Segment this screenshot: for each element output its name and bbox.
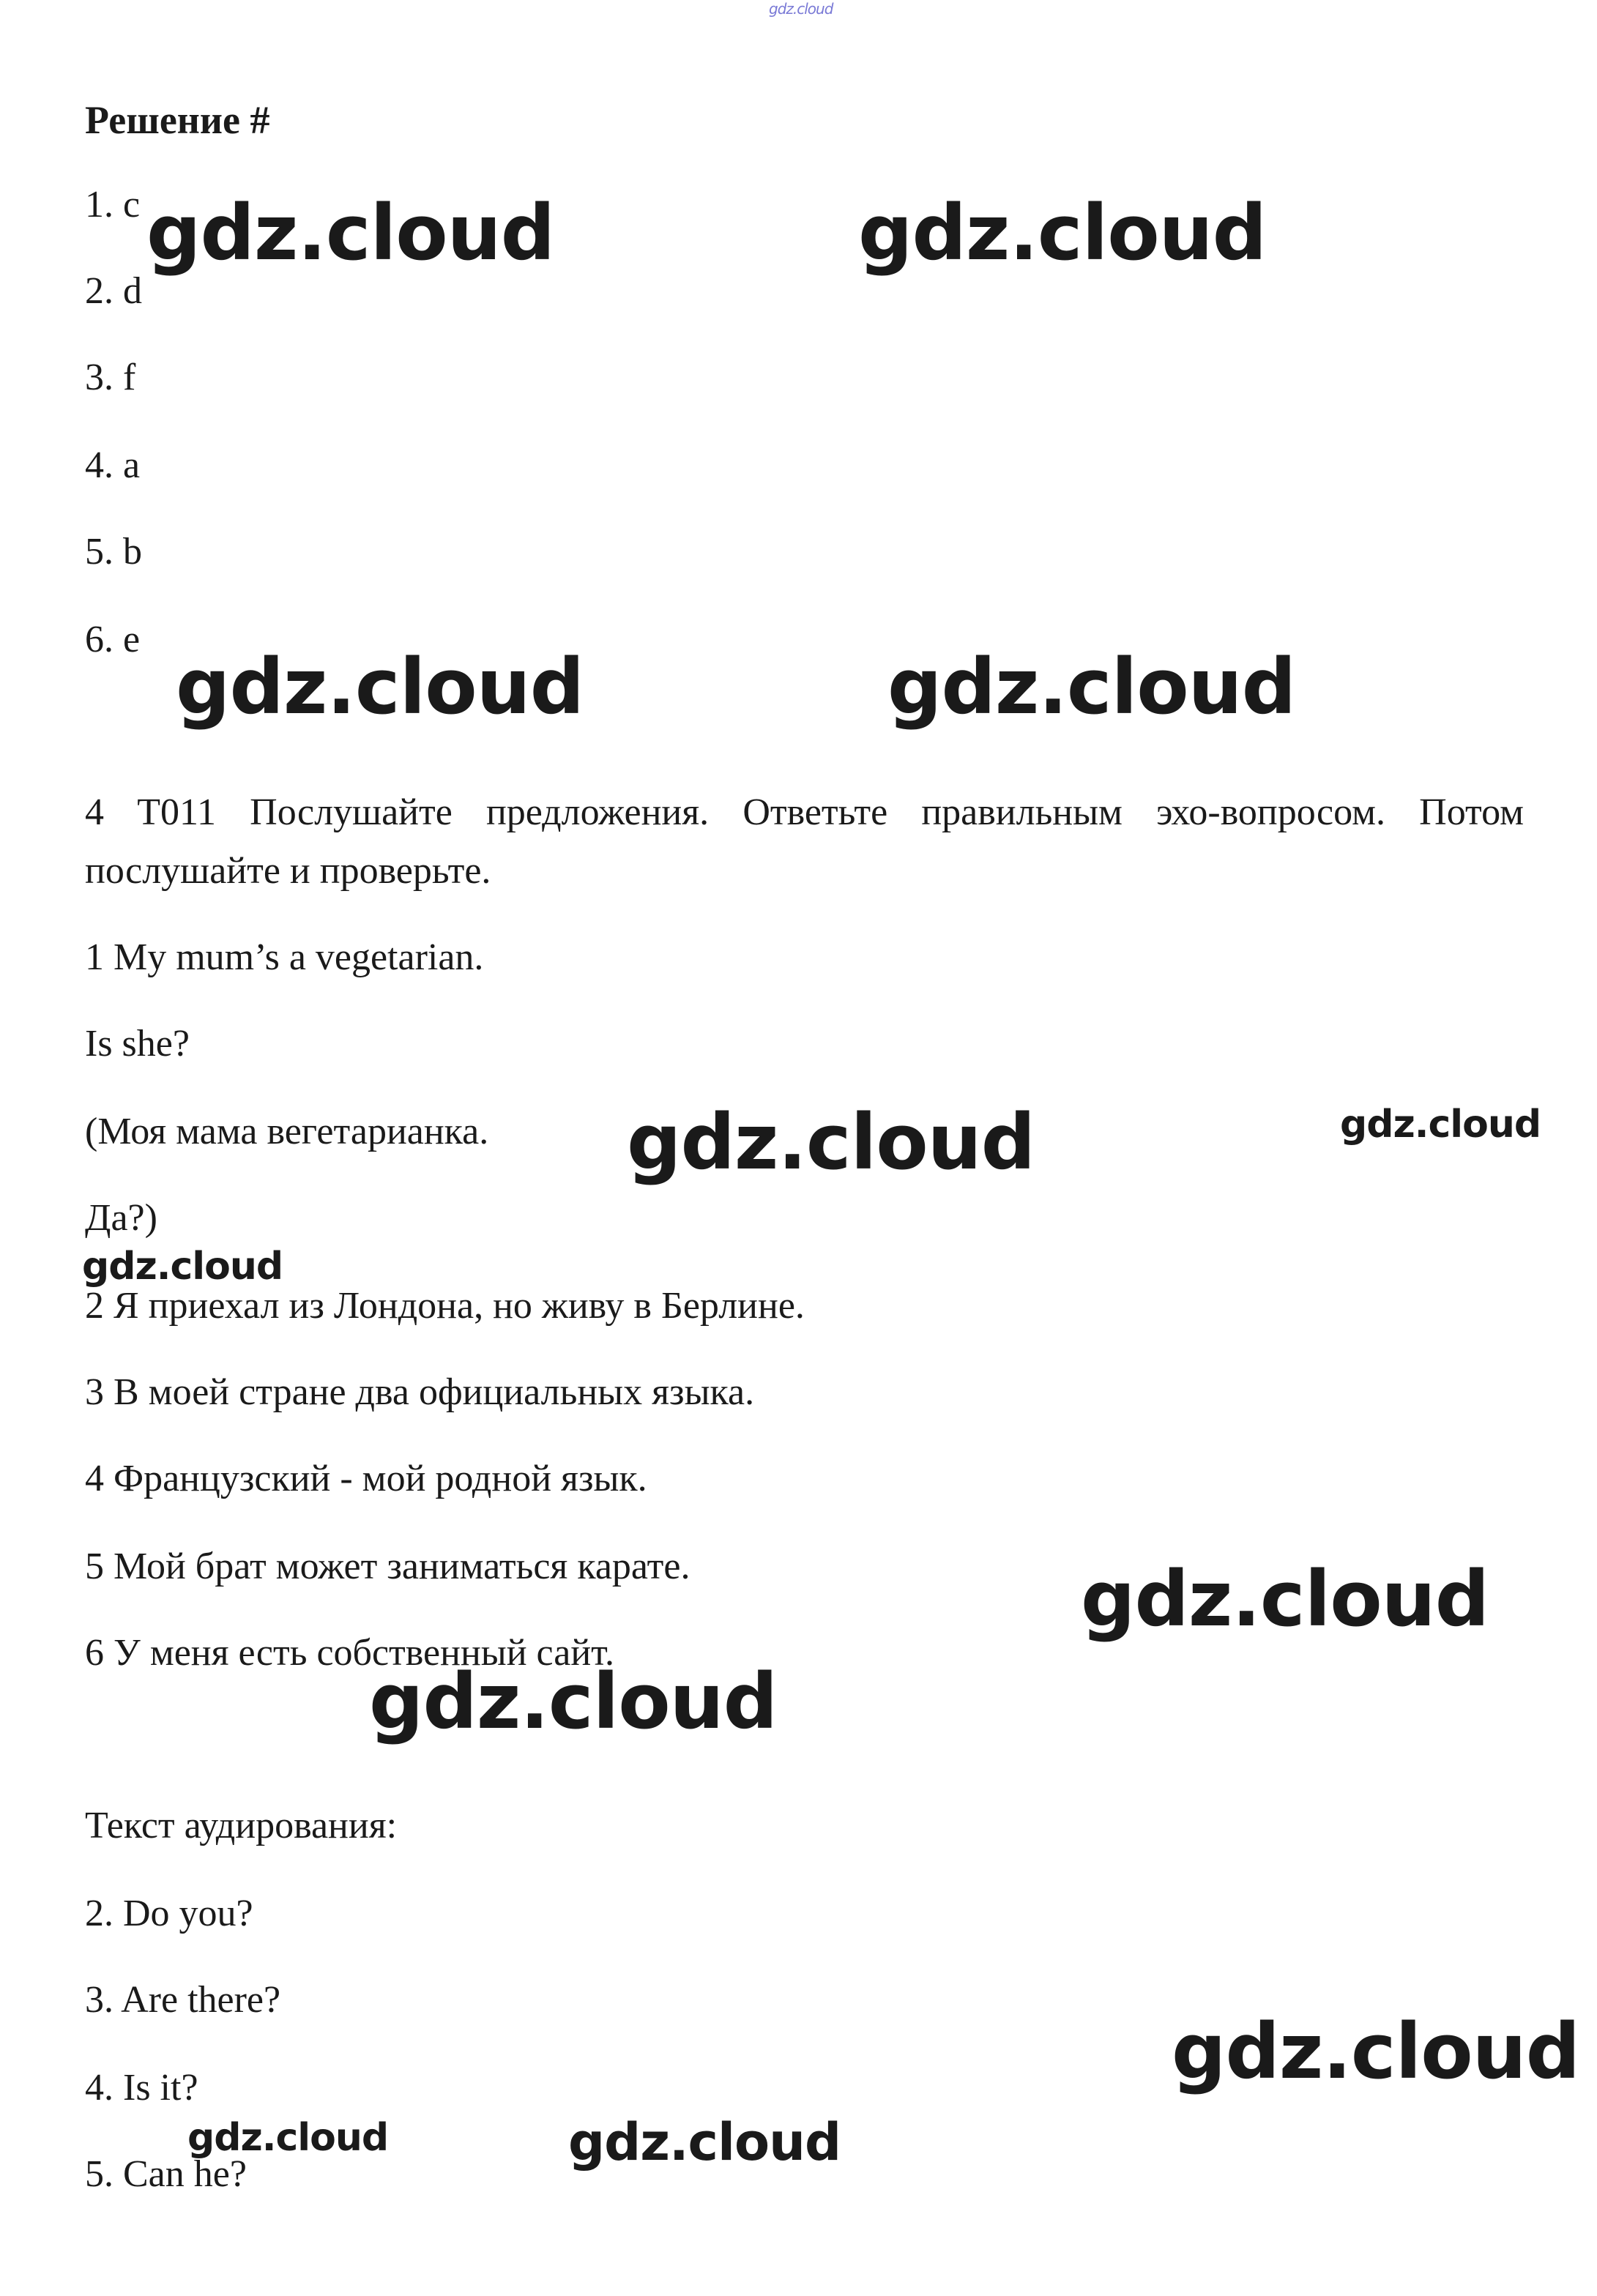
audio-label: Текст аудирования:	[85, 1805, 398, 1846]
task-sentence: 6 У меня есть собственный сайт.	[85, 1632, 614, 1674]
task-sentence: 3 В моей стране два официальных языка.	[85, 1371, 755, 1413]
audio-item: 5. Can he?	[85, 2153, 247, 2195]
task-sentence: 5 Мой брат может заниматься карате.	[85, 1546, 690, 1587]
watermark: gdz.cloud	[146, 188, 555, 277]
task-sentence: 4 Французский - мой родной язык.	[85, 1458, 647, 1499]
task-sentence: Is she?	[85, 1023, 190, 1065]
audio-item: 2. Do you?	[85, 1893, 253, 1934]
task-sentence: 2 Я приехал из Лондона, но живу в Берлине.	[85, 1285, 805, 1327]
task-sentence: 1 My mum’s a vegetarian.	[85, 936, 484, 978]
answer-item: 4. a	[85, 444, 141, 486]
watermark: gdz.cloud	[1172, 2007, 1580, 2096]
watermark: gdz.cloud	[82, 1245, 283, 1289]
watermark: gdz.cloud	[887, 642, 1296, 731]
solution-heading: Решение #	[85, 98, 270, 142]
answer-item: 2. d	[85, 270, 142, 312]
watermark: gdz.cloud	[369, 1657, 778, 1746]
top-watermark: gdz.cloud	[769, 0, 833, 18]
watermark: gdz.cloud	[1340, 1103, 1541, 1147]
task-sentence: (Моя мама вегетарианка.	[85, 1111, 489, 1152]
watermark: gdz.cloud	[176, 642, 584, 731]
audio-item: 3. Are there?	[85, 1979, 281, 2021]
answer-item: 5. b	[85, 531, 142, 573]
task-instruction: 4 T011 Послушайте предложения. Ответьте правильным эхо-вопросом. Потом послушайте и проверьте.	[85, 791, 1524, 892]
watermark: gdz.cloud	[858, 188, 1267, 277]
watermark: gdz.cloud	[187, 2116, 389, 2160]
answer-item: 6. e	[85, 619, 141, 660]
watermark: gdz.cloud	[568, 2112, 841, 2172]
watermark: gdz.cloud	[627, 1097, 1035, 1187]
answer-item: 3. f	[85, 357, 136, 398]
answer-item: 1. c	[85, 184, 141, 225]
watermark: gdz.cloud	[1081, 1554, 1489, 1644]
task-sentence: Да?)	[85, 1197, 157, 1239]
audio-item: 4. Is it?	[85, 2067, 198, 2109]
